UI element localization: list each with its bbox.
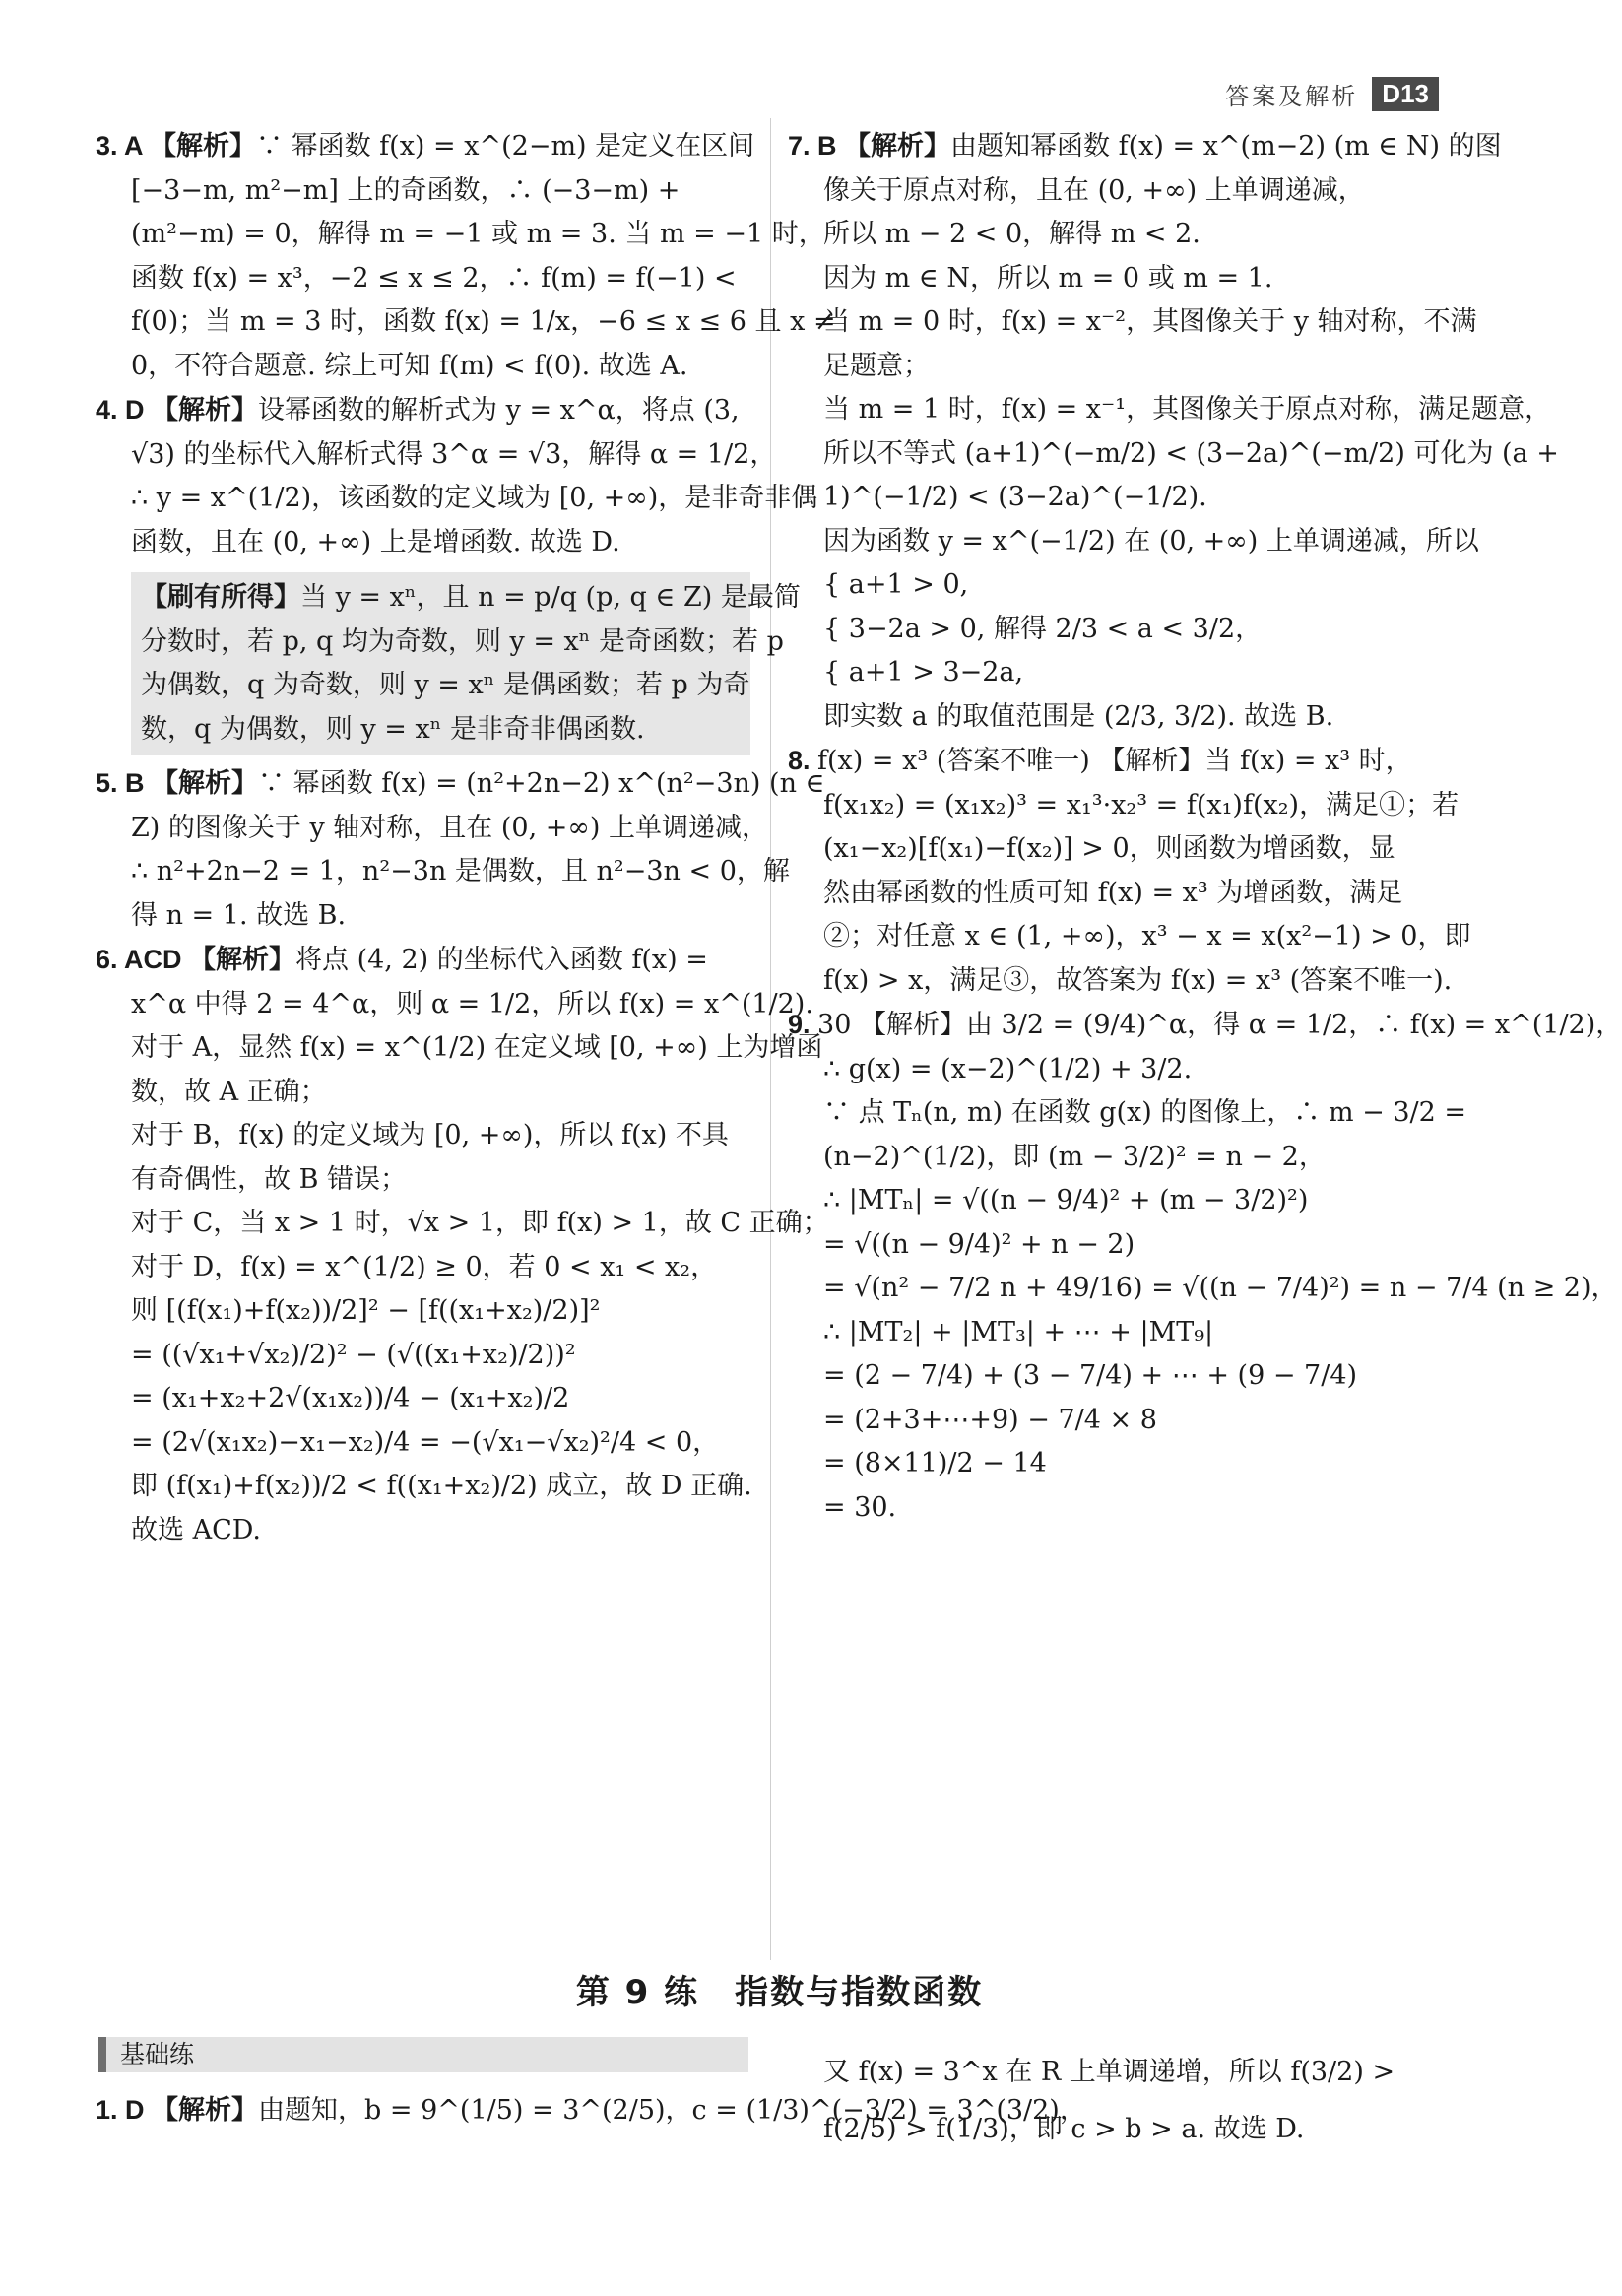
solution-line (96, 345, 750, 389)
solution-line (788, 2044, 1460, 2101)
solution-text: ∴ n²+2n−2 = 1，n²−3n 是偶数，且 n²−3n < 0，解 (131, 856, 790, 886)
solution-text: 函数，且在 (0, +∞) 上是增函数. 故选 D. (131, 526, 620, 558)
solution-line (788, 827, 1460, 872)
solution-text: f(x) > x，满足③，故答案为 f(x) = x³ (答案不唯一). (823, 964, 1453, 996)
solution-text: { a+1 > 3−2a, (823, 657, 1024, 688)
solution-text: = √(n² − 7/2 n + 49/16) = √((n − 7/4)²) = n − 7/4 (n ≥ 2)， (823, 1273, 1618, 1303)
solution-text: 当 y = xⁿ，且 n = p/q (p, q ∈ Z) 是最简 (300, 582, 801, 613)
solution-text: ∵ 幂函数 f(x) = (n²+2n−2) x^(n²−3n) (n ∈ (258, 768, 825, 799)
solution-text: = (x₁+x₂+2√(x₁x₂))/4 − (x₁+x₂)/2 (131, 1383, 570, 1413)
solution-text: (m²−m) = 0，解得 m = −1 或 m = 3. 当 m = −1 时， (131, 219, 825, 249)
solution-line (96, 257, 750, 301)
solution-line (96, 983, 813, 1027)
solution-line (788, 169, 1460, 214)
solution-text: f(0)；当 m = 3 时，函数 f(x) = 1/x，−6 ≤ x ≤ 6 且 x ≠ (131, 306, 836, 337)
solution-line (788, 563, 1460, 608)
solution-line (96, 1509, 750, 1553)
solution-line (788, 1136, 1460, 1180)
solution-text: ②；对任意 x ∈ (1, +∞)，x³ − x = x(x²−1) > 0，即 (823, 921, 1471, 951)
solution-text: ∴ y = x^(1/2)，该函数的定义域为 [0, +∞)，是非奇非偶 (131, 483, 818, 513)
solution-line (788, 1048, 1460, 1092)
solution-line (96, 1158, 750, 1203)
analysis-tag: 【解析】 (152, 395, 259, 426)
solution-text: x^α 中得 2 = 4^α，则 α = 1/2，所以 f(x) = x^(1/2). (131, 988, 813, 1019)
solution-text: ∴ |MTₙ| = √((n − 9/4)² + (m − 3/2)²) (823, 1185, 1309, 1215)
solution-line (96, 1202, 829, 1246)
solution-text: 数，故 A 正确； (131, 1076, 327, 1107)
solution-text: 故选 ACD. (131, 1514, 262, 1545)
solution-line (96, 1289, 750, 1334)
solution-text: 所以不等式 (a+1)^(−m/2) < (3−2a)^(−m/2) 可化为 (a + (823, 437, 1559, 469)
solution-text: 对于 B，f(x) 的定义域为 [0, +∞)，所以 f(x) 不具 (131, 1120, 729, 1150)
solution-line (788, 345, 1460, 389)
solution-line (141, 664, 750, 708)
solution-line (788, 213, 1460, 257)
solution-line (788, 1486, 1460, 1531)
solution-text: ∵ 点 Tₙ(n, m) 在函数 g(x) 的图像上，∴ m − 3/2 = (823, 1097, 1467, 1128)
solution-text: { 3−2a > 0, 解得 2/3 < a < 3/2， (823, 613, 1263, 644)
solution-text: 即 (f(x₁)+f(x₂))/2 < f((x₁+x₂)/2) 成立，故 D 正确. (131, 1471, 752, 1501)
question-number: 5. B (96, 768, 153, 798)
solution-text: 然由幂函数的性质可知 f(x) = x³ 为增函数，满足 (823, 877, 1403, 908)
solution-line (788, 1311, 1460, 1355)
solution-line (141, 576, 801, 621)
solution-text: √3) 的坐标代入解析式得 3^α = √3，解得 α = 1/2， (131, 438, 777, 470)
question-number: 9. (788, 1010, 818, 1039)
solution-line (788, 915, 1471, 959)
solution-text: ∴ |MT₂| + |MT₃| + ⋯ + |MT₉| (823, 1316, 1214, 1347)
solution-text: = (2√(x₁x₂)−x₁−x₂)/4 = −(√x₁−√x₂)²/4 < 0， (131, 1426, 720, 1458)
solution-text: 所以 m − 2 < 0，解得 m < 2. (823, 219, 1200, 249)
section-title: 第 9 练 指数与指数函数 (575, 1973, 984, 2012)
solution-text: Z) 的图像关于 y 轴对称，且在 (0, +∞) 上单调递减， (131, 812, 768, 843)
solution-line (96, 761, 825, 807)
solution-line (96, 433, 777, 478)
solution-text: 对于 C，当 x > 1 时，√x > 1，即 f(x) > 1，故 C 正确； (131, 1208, 829, 1238)
solution-line (788, 1003, 1622, 1048)
page-number-badge: D13 (1372, 77, 1439, 111)
basic-practice-text: 基础练 (120, 2040, 195, 2068)
solution-text: 即实数 a 的取值范围是 (2/3, 3/2). 故选 B. (823, 700, 1334, 732)
solution-text: 则 [(f(x₁)+f(x₂))/2]² − [f((x₁+x₂)/2)]² (131, 1295, 601, 1326)
question-number: 8. (788, 746, 818, 775)
solution-line (96, 1246, 750, 1290)
solution-line (788, 695, 1460, 740)
solution-line (788, 1399, 1460, 1443)
right-column (788, 124, 1622, 1530)
key-takeaway-box (131, 572, 801, 755)
solution-text: 又 f(x) = 3^x 在 R 上单调递增，所以 f(3/2) > (823, 2057, 1395, 2087)
solution-text: 分数时，若 p, q 均为奇数，则 y = xⁿ 是奇函数；若 p (141, 625, 784, 657)
question-number: 3. A (96, 131, 151, 161)
bottom-right-column (788, 2044, 1460, 2158)
solution-text: 数，q 为偶数，则 y = xⁿ 是非奇非偶函数. (141, 713, 645, 745)
solution-text: f(x) = x³ (答案不唯一) 【解析】当 f(x) = x³ 时， (817, 746, 1412, 776)
solution-text: f(2/5) > f(1/3)，即 c > b > a. 故选 D. (823, 2114, 1305, 2144)
analysis-tag: 【解析】 (152, 2095, 259, 2126)
solution-line (96, 1377, 750, 1421)
solution-line (788, 872, 1460, 916)
solution-text: = ((√x₁+√x₂)/2)² − (√((x₁+x₂)/2))² (131, 1339, 576, 1370)
solution-text: 30 【解析】由 3/2 = (9/4)^α，得 α = 1/2，∴ f(x) = x^(1/2)， (817, 1010, 1622, 1040)
solution-text: 0，不符合题意. 综上可知 f(m) < f(0). 故选 A. (131, 350, 688, 381)
solution-line (96, 1421, 750, 1466)
solution-line (788, 739, 1460, 784)
solution-line (141, 621, 784, 665)
solution-line (788, 1091, 1467, 1136)
solution-line (788, 784, 1460, 828)
solution-text: = 30. (823, 1491, 897, 1523)
solution-text: 对于 D，f(x) = x^(1/2) ≥ 0，若 0 < x₁ < x₂， (131, 1251, 718, 1282)
solution-line (788, 608, 1460, 652)
solution-text: 像关于原点对称，且在 (0, +∞) 上单调递减， (823, 174, 1365, 206)
question-number: 7. B (788, 131, 845, 161)
header-section-label: 答案及解析 (1225, 83, 1359, 110)
solution-line (788, 1179, 1460, 1223)
solution-line (788, 432, 1559, 477)
analysis-tag: 【刷有所得】 (141, 582, 300, 613)
analysis-tag: 【解析】 (152, 768, 259, 799)
solution-text: 由题知幂函数 f(x) = x^(m−2) (m ∈ N) 的图 (950, 131, 1502, 162)
solution-text: = (8×11)/2 − 14 (823, 1448, 1047, 1478)
solution-text: 函数 f(x) = x³，−2 ≤ x ≤ 2，∴ f(m) = f(−1) < (131, 262, 737, 294)
solution-line (96, 1026, 823, 1071)
solution-text: 有奇偶性，故 B 错误； (131, 1163, 408, 1195)
basic-practice-label (98, 2037, 748, 2072)
solution-line (96, 1334, 750, 1378)
question-number: 1. D (96, 2095, 153, 2125)
analysis-tag: 【解析】 (189, 945, 296, 975)
solution-text: = (2+3+⋯+9) − 7/4 × 8 (823, 1404, 1157, 1435)
solution-text: 因为 m ∈ N，所以 m = 0 或 m = 1. (823, 262, 1273, 294)
solution-line (96, 124, 755, 169)
solution-line (96, 1465, 750, 1509)
solution-line (788, 651, 1460, 695)
solution-text: 1)^(−1/2) < (3−2a)^(−1/2). (823, 482, 1207, 512)
solution-text: 对于 A，显然 f(x) = x^(1/2) 在定义域 [0, +∞) 上为增函 (131, 1032, 823, 1063)
solution-line (96, 388, 750, 433)
solution-line (96, 300, 836, 345)
solution-text: 为偶数，q 为奇数，则 y = xⁿ 是偶函数；若 p 为奇 (141, 670, 750, 700)
solution-text: ∴ g(x) = (x−2)^(1/2) + 3/2. (823, 1053, 1193, 1084)
solution-text: 因为函数 y = x^(−1/2) 在 (0, +∞) 上单调递减，所以 (823, 525, 1479, 557)
solution-text: (x₁−x₂)[f(x₁)−f(x₂)] > 0，则函数为增函数，显 (823, 833, 1395, 864)
solution-text: (n−2)^(1/2)，即 (m − 3/2)² = n − 2， (823, 1141, 1326, 1172)
solution-line (141, 708, 741, 753)
solution-text: 得 n = 1. 故选 B. (131, 899, 347, 931)
solution-line (788, 300, 1477, 345)
solution-line (96, 1071, 750, 1115)
solution-line (788, 1442, 1460, 1486)
question-number: 6. ACD (96, 945, 190, 974)
analysis-tag: 【解析】 (844, 131, 951, 162)
page-header (1225, 77, 1439, 111)
solution-text: [−3−m, m²−m] 上的奇函数，∴ (−3−m) + (131, 174, 681, 206)
solution-line (96, 894, 750, 939)
solution-line (788, 2101, 1460, 2158)
solution-line (96, 521, 750, 565)
solution-line (96, 807, 768, 851)
solution-line (96, 213, 825, 257)
solution-text: = (2 − 7/4) + (3 − 7/4) + ⋯ + (9 − 7/4) (823, 1360, 1358, 1391)
question-number: 4. D (96, 395, 153, 425)
solution-line (96, 938, 750, 983)
solution-text: 当 m = 0 时，f(x) = x⁻²，其图像关于 y 轴对称，不满 (823, 306, 1477, 337)
solution-line (788, 388, 1552, 432)
solution-text: 将点 (4, 2) 的坐标代入函数 f(x) = (295, 945, 708, 975)
solution-text: { a+1 > 0, (823, 569, 969, 600)
solution-text: 由题知，b = 9^(1/5) = 3^(2/5)，c = (1/3)^(−3/2) = 3^(3/2)， (258, 2095, 1086, 2126)
solution-line (96, 169, 750, 214)
solution-line (788, 124, 1502, 169)
solution-text: 足题意； (823, 350, 930, 381)
solution-line (788, 476, 1460, 520)
solution-line (96, 477, 818, 521)
solution-text: 当 m = 1 时，f(x) = x⁻¹，其图像关于原点对称，满足题意， (823, 394, 1552, 425)
solution-line (788, 1267, 1618, 1311)
solution-line (96, 1114, 750, 1158)
solution-line (788, 520, 1479, 564)
bottom-left-column (96, 2088, 1086, 2132)
solution-line (788, 257, 1460, 301)
solution-line (96, 2088, 1086, 2132)
solution-text: 设幂函数的解析式为 y = x^α，将点 (3, (258, 395, 740, 426)
solution-text: = √((n − 9/4)² + n − 2) (823, 1228, 1135, 1260)
solution-text: f(x₁x₂) = (x₁x₂)³ = x₁³·x₂³ = f(x₁)f(x₂)，满足①；若 (823, 789, 1460, 820)
solution-text: ∵ 幂函数 f(x) = x^(2−m) 是定义在区间 (256, 131, 755, 162)
solution-line (788, 1354, 1460, 1399)
solution-line (788, 1223, 1460, 1268)
solution-line (788, 959, 1460, 1004)
analysis-tag: 【解析】 (150, 131, 257, 162)
solution-line (96, 850, 790, 894)
